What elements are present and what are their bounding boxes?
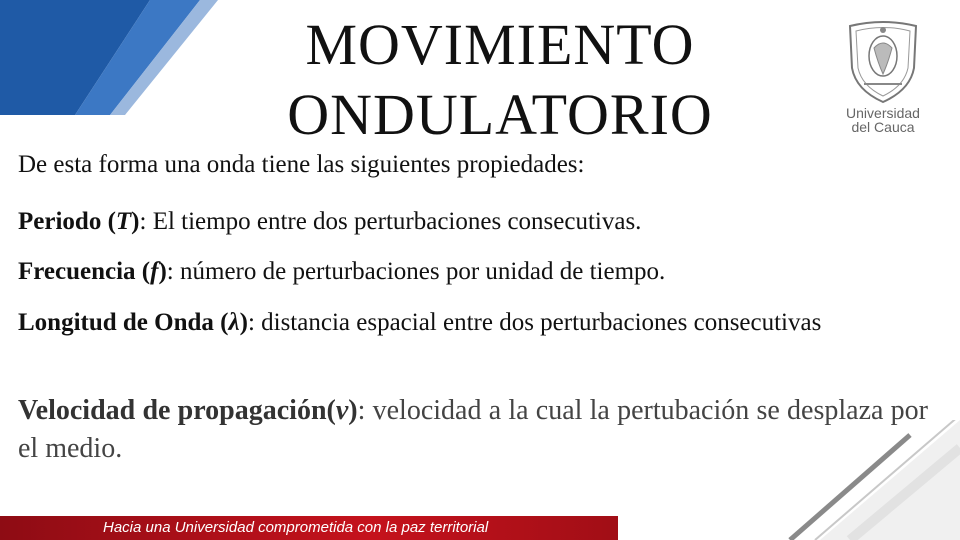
footer-slogan: Hacia una Universidad comprometida con la paz territorial [103, 519, 489, 536]
corner-decoration-top [0, 0, 230, 115]
property-description: : velocidad a la cual la pertubación se desplaza por el medio. [18, 395, 928, 464]
shield-icon [844, 18, 922, 104]
property-term-close: ) [131, 208, 140, 235]
property-symbol: λ [228, 309, 240, 336]
university-logo [838, 18, 928, 146]
property-symbol: v [335, 395, 349, 426]
property-term: Velocidad de propagación( [18, 395, 336, 426]
title-line-1: MOVIMIENTO [305, 12, 695, 77]
property-term: Periodo ( [18, 208, 116, 235]
logo-text-line-1: Universidad [846, 105, 920, 121]
slide-title [255, 10, 745, 150]
property-longitud-de-onda [18, 308, 916, 338]
title-line-2: ONDULATORIO [287, 82, 713, 147]
property-velocidad [18, 392, 928, 468]
property-term-close: ) [239, 309, 248, 336]
property-term-close: ) [158, 258, 167, 285]
property-symbol: T [115, 208, 132, 235]
footer-bar [0, 516, 618, 540]
property-description: : El tiempo entre dos perturbaciones consecutivas. [139, 208, 642, 235]
property-periodo [18, 207, 916, 237]
intro-text: De esta forma una onda tiene las siguientes propiedades: [18, 151, 585, 178]
property-term-close: ) [348, 395, 358, 426]
property-symbol: f [150, 258, 159, 285]
property-term: Frecuencia ( [18, 258, 151, 285]
logo-text-line-2: del Cauca [851, 119, 915, 135]
property-description: : número de perturbaciones por unidad de tiempo. [166, 258, 666, 285]
property-term: Longitud de Onda ( [18, 309, 229, 336]
property-frecuencia [18, 257, 916, 287]
property-description: : distancia espacial entre dos perturbaciones consecutivas [247, 309, 822, 336]
